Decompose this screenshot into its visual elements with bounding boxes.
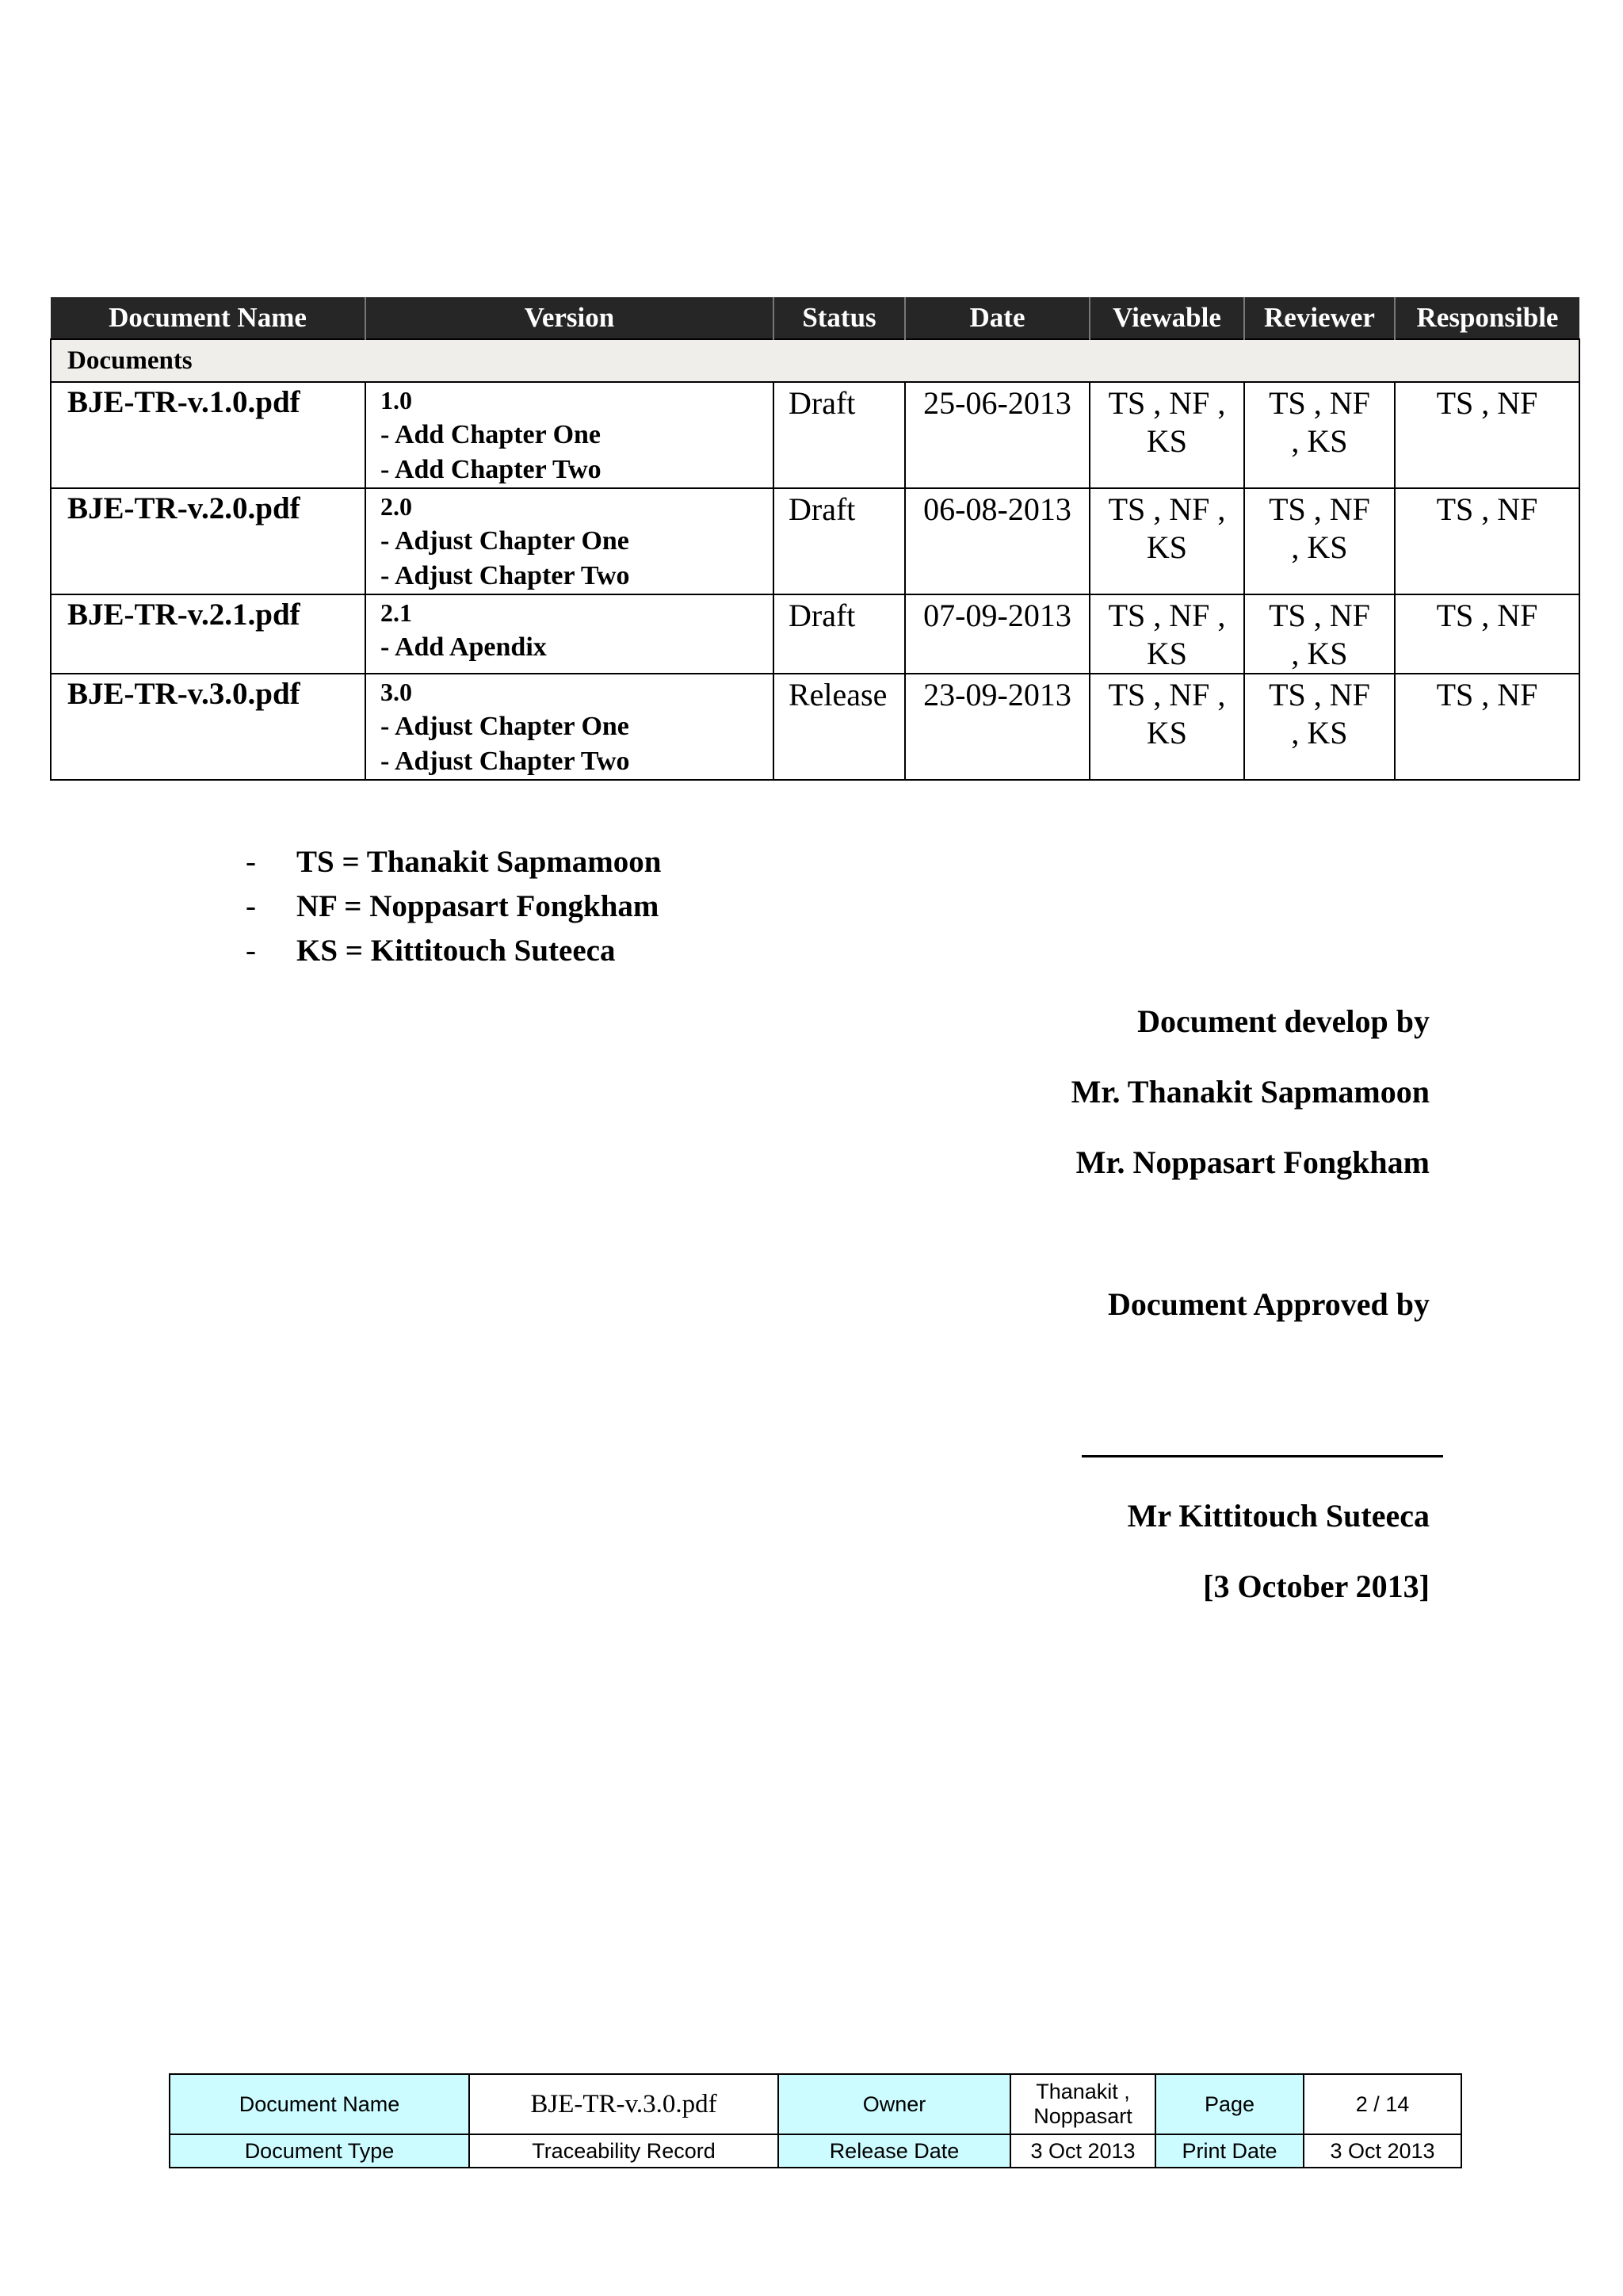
status-cell: Draft <box>773 594 905 674</box>
viewable-line: TS , NF , <box>1108 491 1226 527</box>
reviewer-cell <box>1244 382 1395 488</box>
footer-page-label: Page <box>1155 2074 1304 2134</box>
col-header-version: Version <box>365 297 773 339</box>
table-row <box>51 674 1579 780</box>
reviewer-line: TS , NF <box>1269 385 1370 421</box>
version-change: - Adjust Chapter One <box>380 712 629 741</box>
revision-table <box>50 297 1580 781</box>
status-cell: Release <box>773 674 905 780</box>
version-change: - Adjust Chapter Two <box>380 561 630 590</box>
viewable-line: KS <box>1146 715 1188 751</box>
status-cell: Draft <box>773 382 905 488</box>
date-cell: 06-08-2013 <box>905 488 1090 594</box>
footer-owner-line: Thanakit , <box>1036 2080 1130 2103</box>
viewable-line: TS , NF , <box>1108 677 1226 712</box>
developer-name: Mr. Thanakit Sapmamoon <box>1071 1074 1430 1110</box>
version-change: - Adjust Chapter Two <box>380 747 630 776</box>
legend-text: TS = Thanakit Sapmamoon <box>296 845 662 879</box>
col-header-viewable: Viewable <box>1090 297 1244 339</box>
developer-name: Mr. Noppasart Fongkham <box>1075 1144 1430 1180</box>
viewable-line: KS <box>1146 529 1188 565</box>
document-name-cell: BJE-TR-v.2.1.pdf <box>51 594 365 674</box>
col-header-responsible: Responsible <box>1395 297 1579 339</box>
responsible-cell: TS , NF <box>1395 488 1579 594</box>
approver-name: Mr Kittitouch Suteeca <box>1127 1498 1430 1534</box>
version-cell <box>365 382 773 488</box>
footer-owner-line: Noppasart <box>1033 2104 1132 2128</box>
version-cell <box>365 594 773 674</box>
footer-print-label: Print Date <box>1155 2134 1304 2168</box>
list-dash: - <box>246 845 256 879</box>
version-change: - Add Apendix <box>380 632 547 662</box>
responsible-cell: TS , NF <box>1395 594 1579 674</box>
viewable-line: KS <box>1146 423 1188 459</box>
list-dash: - <box>246 934 256 968</box>
col-header-reviewer: Reviewer <box>1244 297 1395 339</box>
viewable-line: KS <box>1146 636 1188 671</box>
legend-text: KS = Kittitouch Suteeca <box>296 934 616 968</box>
footer-page: 2 / 14 <box>1304 2074 1461 2134</box>
version-number: 2.0 <box>380 492 412 521</box>
version-cell <box>365 674 773 780</box>
footer-print-date: 3 Oct 2013 <box>1304 2134 1461 2168</box>
viewable-line: TS , NF , <box>1108 385 1226 421</box>
signature-line <box>1082 1455 1443 1457</box>
version-change: - Add Chapter Two <box>380 455 601 484</box>
footer-row <box>170 2134 1461 2168</box>
reviewer-line: , KS <box>1291 529 1348 565</box>
reviewer-cell <box>1244 594 1395 674</box>
col-header-document-name: Document Name <box>51 297 365 339</box>
version-change: - Adjust Chapter One <box>380 526 629 556</box>
status-cell: Draft <box>773 488 905 594</box>
version-number: 2.1 <box>380 598 412 627</box>
developed-by-label: Document develop by <box>1137 1003 1430 1039</box>
approved-by-label: Document Approved by <box>1108 1286 1430 1322</box>
footer-doc-type: Traceability Record <box>469 2134 778 2168</box>
reviewer-line: , KS <box>1291 715 1348 751</box>
version-number: 3.0 <box>380 678 412 706</box>
viewable-cell <box>1090 488 1244 594</box>
reviewer-line: TS , NF <box>1269 491 1370 527</box>
date-cell: 07-09-2013 <box>905 594 1090 674</box>
footer-owner-label: Owner <box>778 2074 1010 2134</box>
reviewer-line: , KS <box>1291 636 1348 671</box>
footer-doc-type-label: Document Type <box>170 2134 469 2168</box>
version-number: 1.0 <box>380 386 412 415</box>
responsible-cell: TS , NF <box>1395 382 1579 488</box>
footer-owner <box>1010 2074 1155 2134</box>
document-name-cell: BJE-TR-v.1.0.pdf <box>51 382 365 488</box>
table-row <box>51 594 1579 674</box>
responsible-cell: TS , NF <box>1395 674 1579 780</box>
viewable-cell <box>1090 382 1244 488</box>
reviewer-cell <box>1244 488 1395 594</box>
viewable-cell <box>1090 594 1244 674</box>
col-header-date: Date <box>905 297 1090 339</box>
document-name-cell: BJE-TR-v.3.0.pdf <box>51 674 365 780</box>
legend-text: NF = Noppasart Fongkham <box>296 889 659 923</box>
document-name-cell: BJE-TR-v.2.0.pdf <box>51 488 365 594</box>
reviewer-line: TS , NF <box>1269 677 1370 712</box>
footer-release-date: 3 Oct 2013 <box>1010 2134 1155 2168</box>
footer-row <box>170 2074 1461 2134</box>
list-dash: - <box>246 889 256 923</box>
footer-release-label: Release Date <box>778 2134 1010 2168</box>
section-label: Documents <box>51 339 1579 382</box>
viewable-line: TS , NF , <box>1108 598 1226 633</box>
footer-doc-name-label: Document Name <box>170 2074 469 2134</box>
col-header-status: Status <box>773 297 905 339</box>
section-row <box>51 339 1579 382</box>
footer-doc-name: BJE-TR-v.3.0.pdf <box>469 2074 778 2134</box>
viewable-cell <box>1090 674 1244 780</box>
version-change: - Add Chapter One <box>380 420 601 449</box>
table-header-row <box>51 297 1579 339</box>
reviewer-line: TS , NF <box>1269 598 1370 633</box>
reviewer-cell <box>1244 674 1395 780</box>
table-row <box>51 488 1579 594</box>
date-cell: 23-09-2013 <box>905 674 1090 780</box>
date-cell: 25-06-2013 <box>905 382 1090 488</box>
table-row <box>51 382 1579 488</box>
approval-date: [3 October 2013] <box>1203 1568 1430 1604</box>
version-cell <box>365 488 773 594</box>
document-footer <box>169 2073 1462 2168</box>
reviewer-line: , KS <box>1291 423 1348 459</box>
